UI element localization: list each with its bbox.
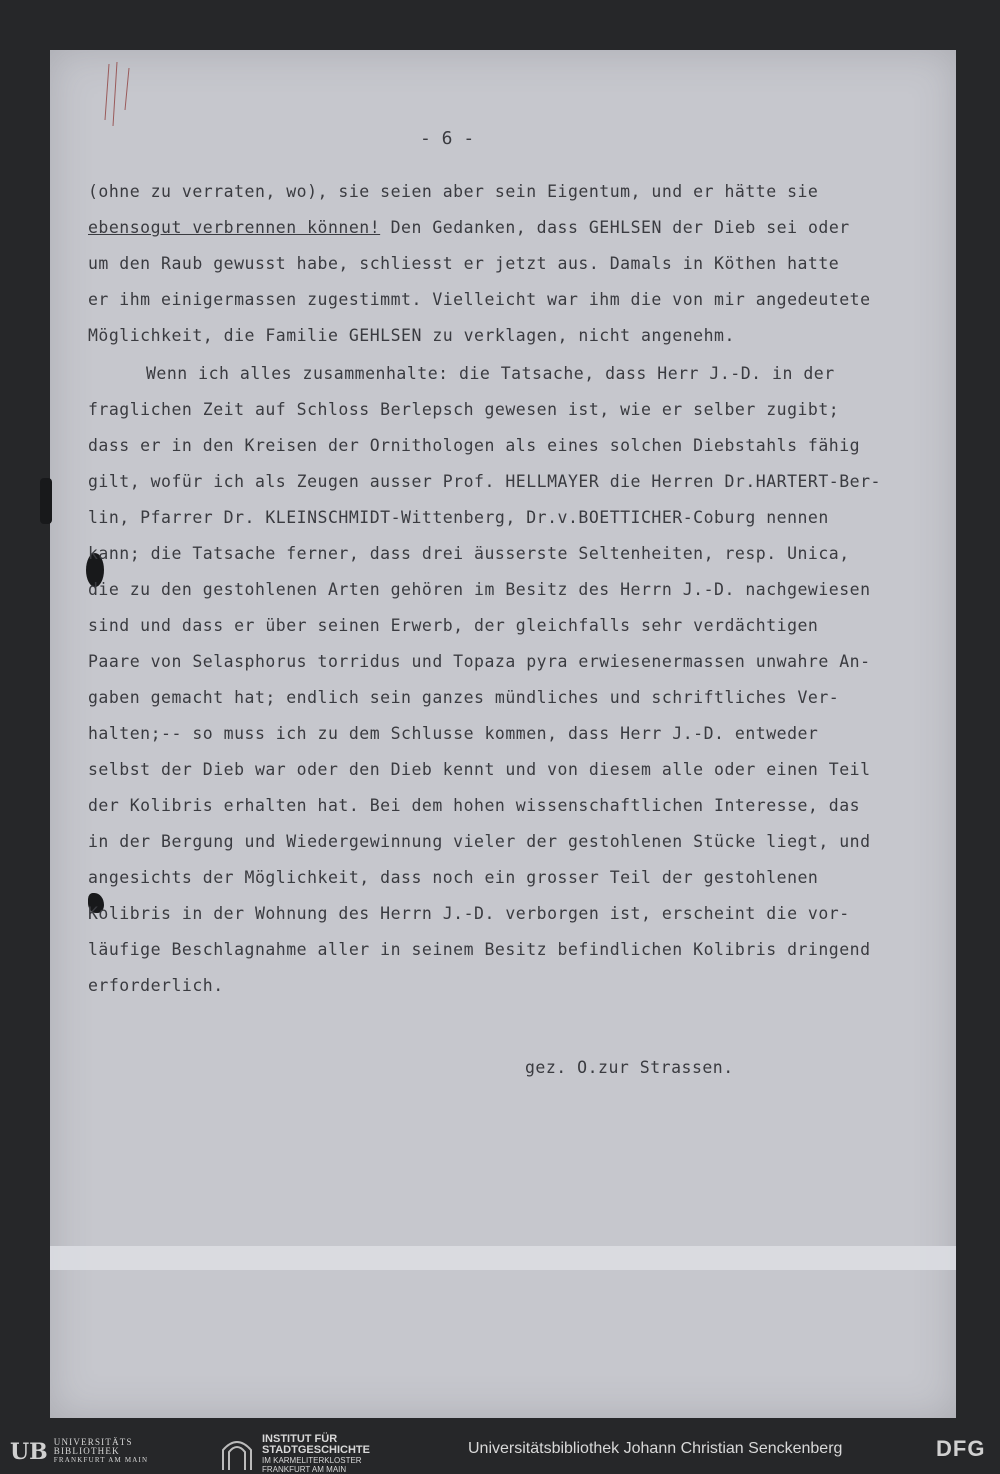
punch-hole-top [40, 478, 52, 524]
signature: gez. O.zur Strassen. [525, 1058, 734, 1077]
text-line: läufige Beschlagnahme aller in seinem Besitz befindlichen Kolibris dringend [88, 940, 871, 959]
text-line: lin, Pfarrer Dr. KLEINSCHMIDT-Wittenberg, Dr.v.BOETTICHER-Coburg nennen [88, 508, 829, 527]
text-line: er ihm einigermassen zugestimmt. Vielleicht war ihm die von mir angedeutete [88, 290, 871, 309]
text-line: kann; die Tatsache ferner, dass drei äusserste Seltenheiten, resp. Unica, [88, 544, 850, 563]
text-line: fraglichen Zeit auf Schloss Berlepsch gewesen ist, wie er selber zugibt; [88, 400, 840, 419]
ub-line: BIBLIOTHEK [53, 1446, 120, 1456]
institut-text [262, 1434, 370, 1474]
text-line: selbst der Dieb war oder den Dieb kennt und von diesem alle oder einen Teil [88, 760, 871, 779]
text-line: die zu den gestohlenen Arten gehören im Besitz des Herrn J.-D. nachgewiesen [88, 580, 871, 599]
pencil-mark [103, 60, 135, 130]
text-line: in der Bergung und Wiedergewinnung vieler der gestohlenen Stücke liegt, und [88, 832, 871, 851]
inst-line: INSTITUT FÜR [262, 1433, 338, 1445]
text-line: der Kolibris erhalten hat. Bei dem hohen wissenschaftlichen Interesse, das [88, 796, 861, 815]
text-line [88, 218, 850, 238]
text-line: gilt, wofür ich als Zeugen ausser Prof. HELLMAYER die Herren Dr.HARTERT-Ber- [88, 472, 881, 491]
text-line-rest: Den Gedanken, dass GEHLSEN der Dieb sei oder [390, 218, 850, 237]
text-line: Wenn ich alles zusammenhalte: die Tatsache, dass Herr J.-D. in der [146, 364, 835, 383]
ub-logo-icon: UB [10, 1438, 48, 1465]
library-name[interactable]: Universitätsbibliothek Johann Christian Senckenberg [468, 1440, 843, 1457]
text-line: halten;-- so muss ich zu dem Schlusse kommen, dass Herr J.-D. entweder [88, 724, 819, 743]
ub-logo[interactable] [10, 1438, 148, 1465]
ub-line: UNIVERSITÄTS [53, 1437, 133, 1447]
page-number: - 6 - [420, 128, 475, 149]
inst-line: FRANKFURT AM MAIN [262, 1465, 347, 1474]
arch-icon [220, 1438, 254, 1470]
inst-line: STADTGESCHICHTE [262, 1444, 370, 1456]
underlined-phrase: ebensogut verbrennen können! [88, 218, 381, 237]
dfg-logo[interactable]: DFG [936, 1436, 986, 1461]
text-line: angesichts der Möglichkeit, dass noch ein grosser Teil der gestohlenen [88, 868, 819, 887]
inst-line: IM KARMELITERKLOSTER [262, 1456, 362, 1465]
text-line: dass er in den Kreisen der Ornithologen als eines solchen Diebstahls fähig [88, 436, 861, 455]
text-line: (ohne zu verraten, wo), sie seien aber sein Eigentum, und er hätte sie [88, 182, 819, 201]
text-line: um den Raub gewusst habe, schliesst er jetzt aus. Damals in Köthen hatte [88, 254, 840, 273]
ub-line: FRANKFURT AM MAIN [53, 1456, 149, 1464]
text-line: Kolibris in der Wohnung des Herrn J.-D. verborgen ist, erscheint die vor- [88, 904, 850, 923]
ub-logo-text [54, 1438, 149, 1465]
institut-logo[interactable] [220, 1434, 370, 1474]
text-line: gaben gemacht hat; endlich sein ganzes mündliches und schriftliches Ver- [88, 688, 840, 707]
text-line: Paare von Selasphorus torridus und Topaza pyra erwiesenermassen unwahre An- [88, 652, 871, 671]
text-line: Möglichkeit, die Familie GEHLSEN zu verklagen, nicht angenehm. [88, 326, 735, 345]
tape-strip [50, 1246, 956, 1270]
text-line: sind und dass er über seinen Erwerb, der gleichfalls sehr verdächtigen [88, 616, 819, 635]
text-line: erforderlich. [88, 976, 224, 995]
footer-bar [0, 1426, 1000, 1474]
